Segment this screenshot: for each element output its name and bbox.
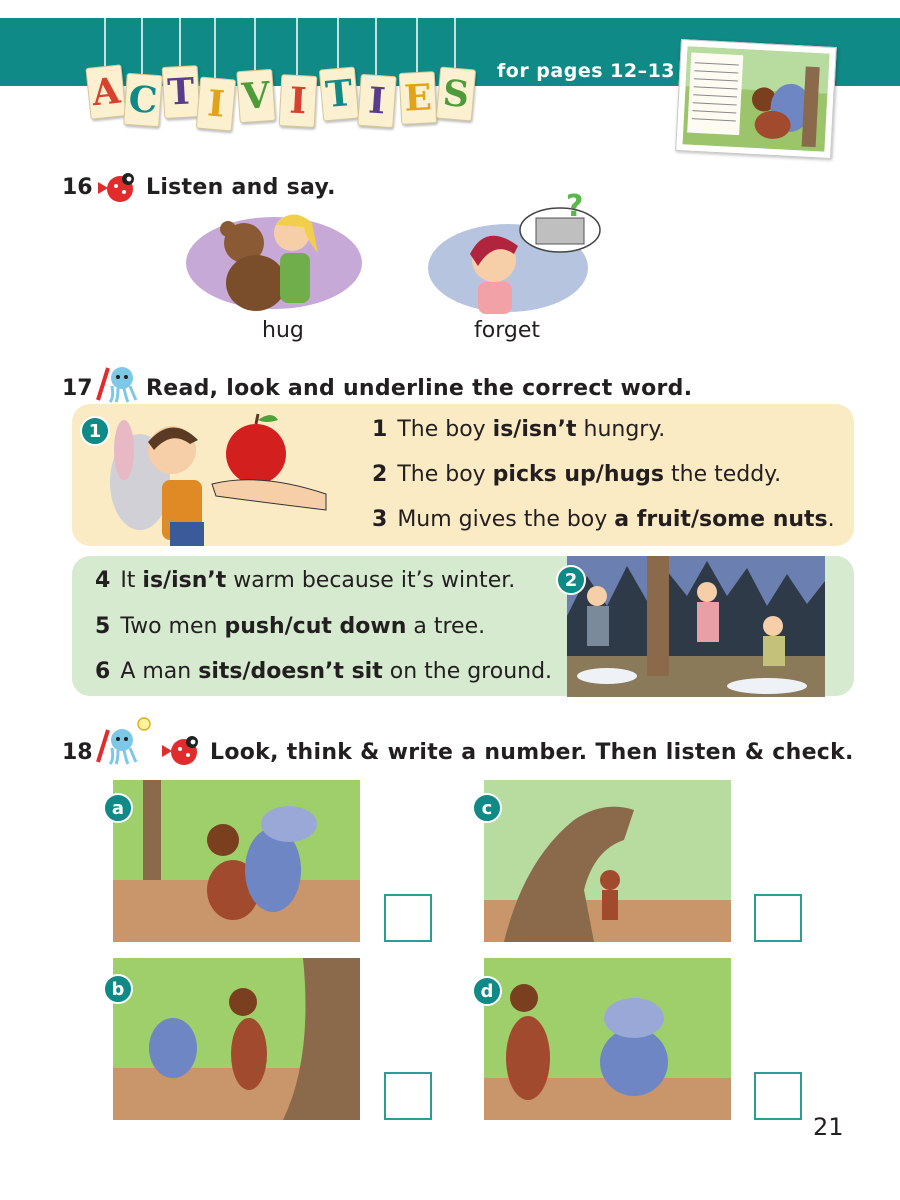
panel-1-badge: 1: [80, 416, 110, 446]
title-letter-i: I: [196, 77, 236, 132]
choice-2[interactable]: picks up/hugs: [492, 462, 664, 487]
title-letter-i3: I: [357, 74, 397, 128]
story-picture-c: [484, 780, 731, 942]
sentence-2: 2 The boy picks up/hugs the teddy.: [372, 462, 782, 487]
panel-2-badge: 2: [556, 565, 586, 595]
listen-audio-icon-2[interactable]: [160, 733, 204, 771]
sentence-3: 3 Mum gives the boy a fruit/some nuts.: [372, 507, 835, 532]
title-letter-e: E: [399, 71, 438, 125]
storybook-thumbnail: [675, 39, 837, 159]
picture-d-badge: d: [472, 976, 502, 1006]
page-number: 21: [813, 1113, 844, 1141]
forget-illustration: [428, 190, 604, 318]
title-letter-t2: T: [319, 67, 359, 122]
sentence-6: 6 A man sits/doesn’t sit on the ground.: [95, 659, 553, 684]
read-write-icon: [92, 364, 142, 408]
choice-5[interactable]: push/cut down: [224, 614, 407, 639]
activity-16-title: Listen and say.: [146, 175, 336, 200]
title-letter-t: T: [162, 65, 201, 119]
answer-box-d[interactable]: [754, 1072, 802, 1120]
title-letter-v: V: [236, 69, 276, 123]
choice-1[interactable]: is/isn’t: [492, 417, 577, 442]
picture-b-badge: b: [103, 974, 133, 1004]
answer-box-b[interactable]: [384, 1072, 432, 1120]
read-write-icon-2: [92, 716, 154, 770]
sentence-5: 5 Two men push/cut down a tree.: [95, 614, 486, 639]
title-letter-a: A: [85, 64, 126, 119]
activity-18-number: 18: [62, 740, 93, 765]
activity-16-number: 16: [62, 175, 93, 200]
title-letter-s: S: [436, 67, 476, 122]
title-letter-c: C: [123, 73, 163, 127]
title-letter-i2: I: [279, 74, 318, 128]
choice-6[interactable]: sits/doesn’t sit: [198, 659, 383, 684]
listen-audio-icon[interactable]: [96, 170, 140, 208]
choice-4[interactable]: is/isn’t: [142, 568, 227, 593]
boy-teddy-apple-illustration: [100, 410, 350, 552]
activity-18-title: Look, think & write a number. Then listen & check.: [210, 740, 854, 765]
word-hug: hug: [262, 318, 304, 343]
story-picture-d: [484, 958, 731, 1120]
story-picture-b: [113, 958, 360, 1120]
woodcutters-illustration: [567, 556, 825, 697]
picture-a-badge: a: [103, 793, 133, 823]
story-picture-a: [113, 780, 360, 942]
word-forget: forget: [474, 318, 540, 343]
hug-illustration: [184, 203, 364, 317]
answer-box-a[interactable]: [384, 894, 432, 942]
sentence-4: 4 It is/isn’t warm because it’s winter.: [95, 568, 516, 593]
pages-reference: for pages 12–13: [497, 60, 676, 82]
activity-17-number: 17: [62, 376, 93, 401]
sentence-1: 1 The boy is/isn’t hungry.: [372, 417, 666, 442]
svg-text:?: ?: [566, 190, 584, 224]
choice-3[interactable]: a fruit/some nuts: [614, 507, 828, 532]
answer-box-c[interactable]: [754, 894, 802, 942]
picture-c-badge: c: [472, 793, 502, 823]
activity-17-title: Read, look and underline the correct word.: [146, 376, 693, 401]
